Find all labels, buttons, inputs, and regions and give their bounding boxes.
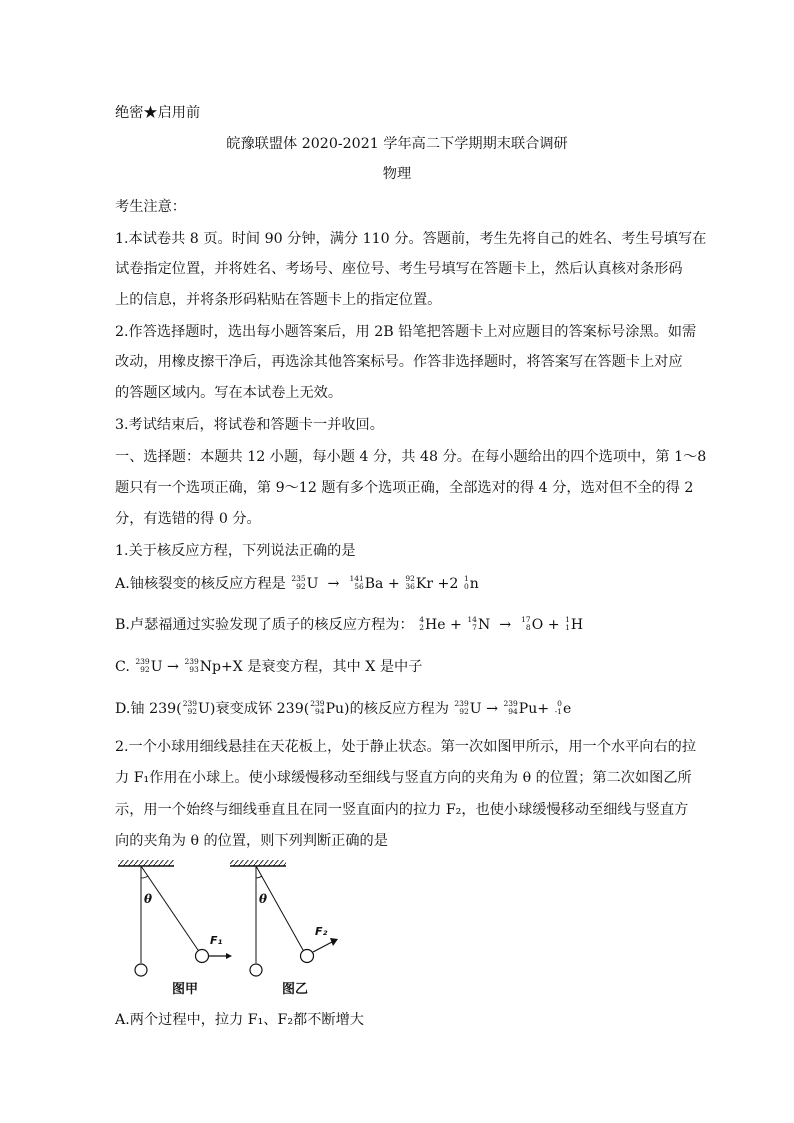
- q1-option-b-text: B.卢瑟福通过实验发现了质子的核反应方程为：: [115, 617, 414, 633]
- figure-b: [230, 860, 338, 976]
- figure-a-caption: 图甲: [172, 982, 199, 997]
- nuclide-u239: 239 92 U: [182, 699, 210, 717]
- angle-arc-a: [141, 876, 148, 878]
- note-1-line-3: 上的信息，并将条形码粘贴在答题卡上的指定位置。: [115, 292, 442, 308]
- nuclide-u239: 239 92 U: [135, 657, 163, 675]
- q1-option-a: [115, 574, 705, 594]
- theta-label-b: θ: [259, 892, 268, 906]
- section-1-line-2: 题只有一个选项正确，第 9～12 题有多个选项正确，全部选对的得 4 分，选对但不全的得 2: [115, 480, 694, 496]
- nuclide-u235: 235 92 U: [291, 574, 319, 592]
- plus-symbol: +: [387, 576, 400, 592]
- plus-symbol: +: [547, 617, 560, 633]
- figure-a: [118, 860, 232, 976]
- q1-option-c-tail: 是衰变方程，其中 X 是中子: [247, 659, 423, 675]
- plus-symbol: +: [537, 701, 550, 717]
- ceiling-hatch-b: [230, 860, 286, 866]
- exam-title: 皖豫联盟体 2020-2021 学年高二下学期期末联合调研: [226, 136, 568, 152]
- arrow-symbol: →: [494, 617, 516, 633]
- pendulum-diagram: [110, 858, 370, 998]
- section-1-line-1: 一、选择题：本题共 12 小题，每小题 4 分，共 48 分。在每小题给出的四个选项中，第 1～8: [115, 449, 707, 465]
- nuclide-ba141: 141 56 Ba: [349, 574, 384, 592]
- notes-heading: 考生注意：: [115, 199, 186, 215]
- plus-symbol: +: [450, 617, 462, 633]
- angle-arc-b: [256, 876, 262, 878]
- q2-option-a: A.两个过程中，拉力 F₁、F₂都不断增大: [115, 1012, 364, 1028]
- nuclide-n14: 14 7 N: [467, 615, 491, 633]
- string-a: [141, 866, 198, 950]
- note-1-line-1: 1.本试卷共 8 页。时间 90 分钟，满分 110 分。答题前，考生先将自己的姓名、考生号填写在: [115, 231, 707, 247]
- q1-stem: 1.关于核反应方程，下列说法正确的是: [115, 543, 356, 559]
- nuclide-o17: 17 8 O: [521, 615, 544, 633]
- q1-option-b: [115, 615, 705, 635]
- note-2-line-2: 改动，用橡皮擦干净后，再选涂其他答案标号。作答非选择题时，将答案写在答题卡上对应: [115, 354, 683, 370]
- nuclide-u239: 239 92 U: [454, 699, 482, 717]
- note-2-line-1: 2.作答选择题时，选出每小题答案后，用 2B 铅笔把答题卡上对应题目的答案标号涂黑。如需: [115, 324, 697, 340]
- pendulum-figures: [110, 858, 370, 998]
- ball-rest-b: [250, 964, 262, 976]
- nuclide-electron: 0 -1 e: [554, 699, 572, 717]
- force-label-f1: F₁: [210, 934, 223, 947]
- ceiling-hatch-a: [118, 860, 174, 866]
- section-1-line-3: 分，有选错的得 0 分。: [115, 511, 261, 527]
- plus-symbol: +2: [437, 576, 459, 592]
- nuclide-h1: 1 1 H: [565, 615, 584, 633]
- q2-line-1: 2.一个小球用细线悬挂在天花板上，处于静止状态。第一次如图甲所示，用一个水平向右的拉: [115, 739, 697, 755]
- arrow-symbol: →: [486, 701, 498, 717]
- arrow-symbol: →: [167, 659, 179, 675]
- q1-option-d-mid1: )衰变成钚 239(: [209, 701, 310, 717]
- nuclide-np239: 239 93 Np+X: [184, 657, 243, 675]
- q1-option-a-text: A.铀核裂变的核反应方程是: [115, 576, 286, 592]
- secret-label: 绝密★启用前: [115, 105, 201, 121]
- theta-label-a: θ: [144, 892, 153, 906]
- q1-option-c: [115, 657, 705, 677]
- q1-option-c-label: C.: [115, 659, 130, 675]
- subject-title: 物理: [382, 166, 412, 182]
- nuclide-he4: 4 2 He: [419, 615, 446, 633]
- arrow-symbol: →: [323, 576, 344, 592]
- nuclide-neutron: 1 0 n: [463, 574, 479, 592]
- q2-line-3: 示，用一个始终与细线垂直且在同一竖直面内的拉力 F₂，也使小球缓慢移动至细线与竖直方: [115, 802, 689, 818]
- nuclide-pu239: 239 94 Pu: [503, 699, 538, 717]
- nuclide-pu239: 239 94 Pu: [310, 699, 345, 717]
- q2-line-2: 力 F₁作用在小球上。使小球缓慢移动至细线与竖直方向的夹角为 θ 的位置；第二次如图乙所: [115, 770, 692, 786]
- figure-b-caption: 图乙: [282, 982, 309, 997]
- q1-option-d: [115, 699, 705, 719]
- note-2-line-3: 的答题区域内。写在本试卷上无效。: [115, 385, 343, 401]
- note-1-line-2: 试卷指定位置，并将姓名、考场号、座位号、考生号填写在答题卡上，然后认真核对条形码: [115, 261, 683, 277]
- ball-b: [301, 950, 314, 963]
- note-3: 3.考试结束后，将试卷和答题卡一并收回。: [115, 417, 384, 433]
- ball-rest-a: [135, 964, 147, 976]
- force-label-f2: F₂: [315, 925, 328, 938]
- force-arrowhead-f1: [226, 953, 232, 959]
- q2-line-4: 向的夹角为 θ 的位置，则下列判断正确的是: [115, 833, 388, 849]
- nuclide-kr92: 92 36 Kr: [405, 574, 434, 592]
- q1-option-d-mid2: )的核反应方程为: [344, 701, 449, 717]
- ball-a: [196, 950, 209, 963]
- string-b: [256, 866, 303, 950]
- force-arrow-f2: [313, 942, 332, 952]
- q1-option-d-label: D.铀 239(: [115, 701, 182, 717]
